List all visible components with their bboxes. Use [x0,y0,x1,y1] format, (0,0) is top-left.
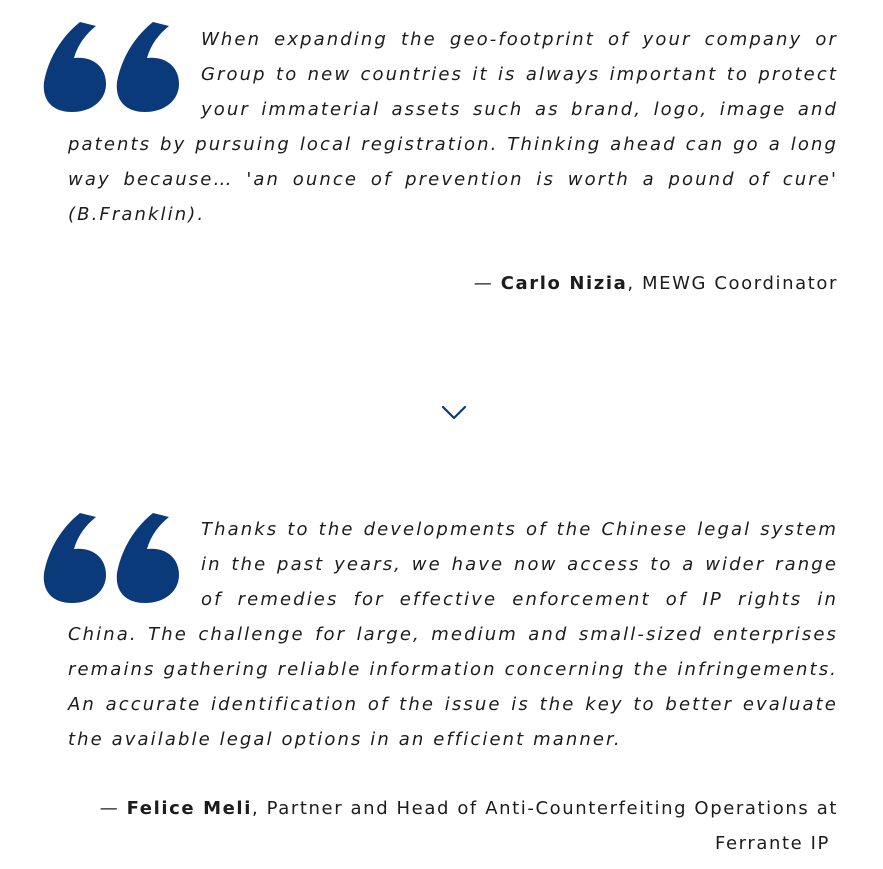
attribution-dash: — [99,798,127,819]
testimonial-quote [68,512,838,757]
attribution-dash: — [473,273,501,294]
author-name: Carlo Nizia [500,273,628,294]
author-name: Felice Meli [126,798,252,819]
author-company: Ferrante IP [715,833,830,854]
testimonial-quote [68,22,838,232]
quote-body: Thanks to the developments of the Chinese legal system in the past years, we have now access to a wider range of remedies for effective enforcement of IP rights in China. The challenge for large, medium and small-sized enterprises remains gathering reliable information concerning the infringements. An accurate identification of the issue is the key to better evaluate the available legal options in an efficient manner. [68,519,838,750]
author-role: , Partner and Head of Anti-Counterfeiting Operations at [251,798,838,819]
quote-body: When expanding the geo-footprint of your company or Group to new countries it is always important to protect your immaterial assets such as brand, logo, image and patents by pursuing local registration. Thinking ahead can go a long way because… 'an ounce of prevention is worth a pound of cure' (B.Franklin). [68,29,838,225]
author-role: , MEWG Coordinator [627,273,838,294]
testimonial-attribution [68,266,838,301]
chevron-down-icon[interactable] [440,402,468,422]
testimonial-attribution [68,791,838,861]
